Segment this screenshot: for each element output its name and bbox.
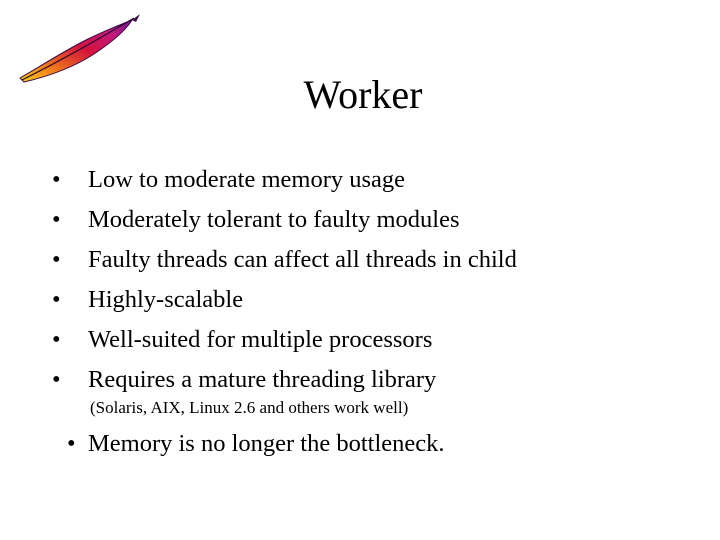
bullet-point: • bbox=[52, 246, 61, 273]
list-item bbox=[0, 160, 720, 200]
bullet-point: • bbox=[52, 286, 61, 313]
list-item bbox=[0, 360, 720, 400]
bullet-point: • bbox=[67, 430, 76, 457]
sub-note: (Solaris, AIX, Linux 2.6 and others work well) bbox=[90, 398, 409, 417]
bullet-point: • bbox=[52, 206, 61, 233]
bullet-text: Low to moderate memory usage bbox=[88, 166, 406, 193]
bullet-text: Requires a mature threading library bbox=[88, 366, 437, 393]
bullet-point: • bbox=[52, 366, 61, 393]
bullet-point: • bbox=[52, 326, 61, 353]
bullet-list bbox=[0, 160, 720, 400]
list-item bbox=[0, 280, 720, 320]
bullet-text: Highly-scalable bbox=[88, 286, 244, 313]
list-item bbox=[0, 240, 720, 280]
list-item bbox=[0, 200, 720, 240]
final-bullet bbox=[0, 424, 720, 464]
bullet-text: Faulty threads can affect all threads in child bbox=[88, 246, 517, 273]
bullet-text: Moderately tolerant to faulty modules bbox=[88, 206, 460, 233]
bullet-text: Well-suited for multiple processors bbox=[88, 326, 433, 353]
bullet-point: • bbox=[52, 166, 61, 193]
bullet-text: Memory is no longer the bottleneck. bbox=[88, 430, 445, 457]
list-item bbox=[0, 320, 720, 360]
slide-title: Worker bbox=[303, 72, 423, 117]
